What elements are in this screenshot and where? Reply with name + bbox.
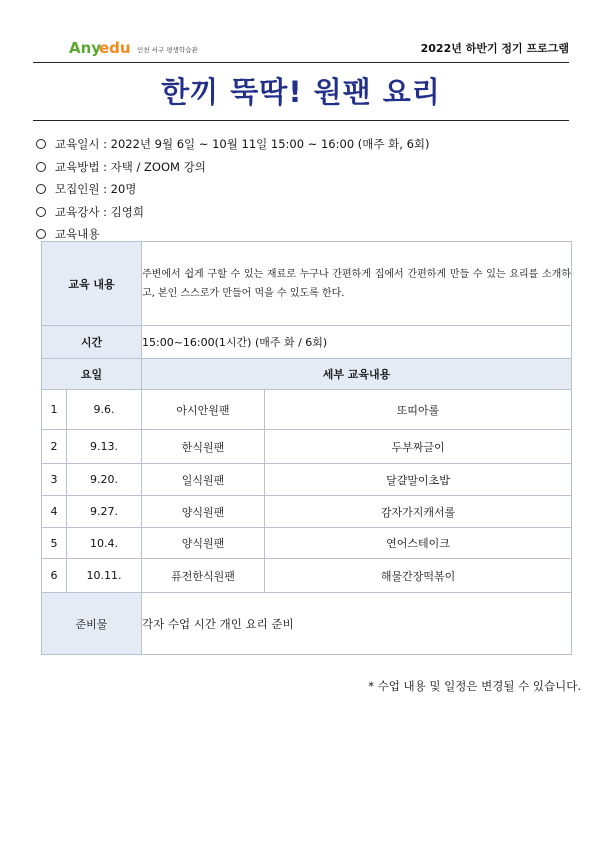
row-number: 2: [42, 430, 67, 464]
row-number: 5: [42, 528, 67, 559]
row-category: 퓨전한식원팬: [142, 559, 265, 593]
info-item-text: 교육내용: [55, 227, 100, 241]
column-header-row: [42, 359, 572, 390]
page-title: 한끼 뚝딱! 원팬 요리: [161, 75, 441, 109]
circle-bullet-icon: [36, 162, 46, 172]
svg-text:edu: edu: [99, 39, 131, 57]
circle-bullet-icon: [36, 207, 46, 217]
row-date: 9.6.: [67, 390, 142, 430]
row-date: 10.11.: [67, 559, 142, 593]
row-dish: 연어스테이크: [265, 528, 572, 559]
logo-subtitle: 인천 서구 평생학습관: [137, 46, 198, 54]
info-list: [36, 133, 556, 246]
row-date: 9.27.: [67, 496, 142, 528]
circle-bullet-icon: [36, 184, 46, 194]
info-item-schedule: [36, 133, 556, 156]
row-category: 아시안원팬: [142, 390, 265, 430]
row-number: 3: [42, 464, 67, 496]
row-date: 10.4.: [67, 528, 142, 559]
row-date: 9.13.: [67, 430, 142, 464]
change-notice: * 수업 내용 및 일정은 변경될 수 있습니다.: [368, 679, 581, 693]
row-dish: 또띠아롤: [265, 390, 572, 430]
row-dish: 감자가지캐서롤: [265, 496, 572, 528]
detail-header: 세부 교육내용: [142, 359, 572, 390]
row-number: 6: [42, 559, 67, 593]
row-dish: 해물간장떡볶이: [265, 559, 572, 593]
row-dish: 달걀말이초밥: [265, 464, 572, 496]
svg-text:Any: Any: [69, 39, 102, 57]
circle-bullet-icon: [36, 229, 46, 239]
row-dish: 두부짜글이: [265, 430, 572, 464]
info-item-method: [36, 156, 556, 179]
table-row: [42, 559, 572, 593]
day-header: 요일: [42, 359, 142, 390]
table-row: [42, 496, 572, 528]
row-category: 양식원팬: [142, 496, 265, 528]
time-row: [42, 326, 572, 359]
info-item-instructor: [36, 201, 556, 224]
program-label: 2022년 하반기 정기 프로그램: [420, 42, 569, 55]
content-label: 교육 내용: [42, 242, 142, 326]
content-description: 주변에서 쉽게 구할 수 있는 재료로 누구나 간편하게 집에서 간편하게 만들 수 있는 요리를 소개하고, 본인 스스로가 만들어 먹을 수 있도록 한다.: [142, 242, 572, 326]
time-label: 시간: [42, 326, 142, 359]
anyedu-logo: [69, 37, 198, 57]
table-row: [42, 390, 572, 430]
row-category: 양식원팬: [142, 528, 265, 559]
info-item-text: 모집인원 : 20명: [55, 182, 137, 196]
table-row: [42, 430, 572, 464]
row-number: 4: [42, 496, 67, 528]
content-row: [42, 242, 572, 326]
time-value: 15:00~16:00(1시간) (매주 화 / 6회): [142, 326, 572, 359]
row-category: 한식원팬: [142, 430, 265, 464]
prep-row: [42, 593, 572, 655]
table-row: [42, 464, 572, 496]
row-category: 일식원팬: [142, 464, 265, 496]
prep-value: 각자 수업 시간 개인 요리 준비: [142, 593, 572, 655]
schedule-table: [41, 241, 572, 655]
row-number: 1: [42, 390, 67, 430]
info-item-text: 교육방법 : 자택 / ZOOM 강의: [55, 159, 206, 174]
info-item-text: 교육일시 : 2022년 9월 6일 ~ 10월 11일 15:00 ~ 16:00 (매주 화, 6회): [55, 137, 430, 151]
row-date: 9.20.: [67, 464, 142, 496]
anyedu-logo-mark: [69, 37, 133, 57]
info-item-capacity: [36, 178, 556, 201]
page-header: [33, 28, 569, 63]
title-block: [33, 62, 569, 121]
info-item-text: 교육강사 : 김영희: [55, 204, 144, 219]
table-row: [42, 528, 572, 559]
prep-label: 준비물: [42, 593, 142, 655]
circle-bullet-icon: [36, 139, 46, 149]
